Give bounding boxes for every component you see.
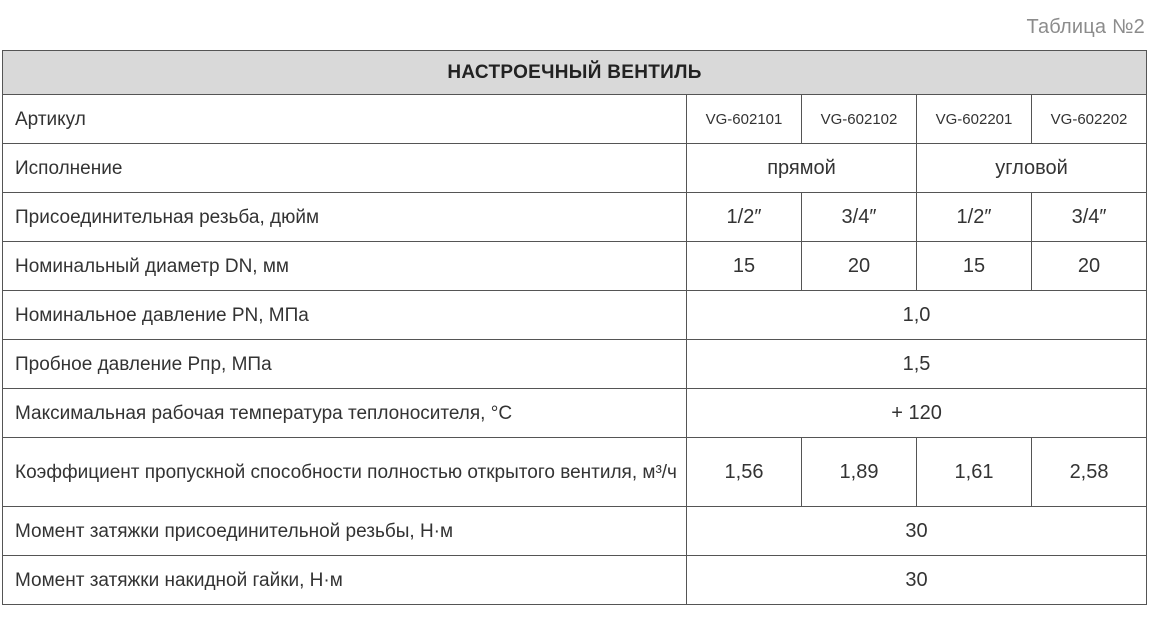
table-row-max-temp <box>3 389 1147 438</box>
diameter-cell: 20 <box>802 242 917 291</box>
thread-cell: 1/2″ <box>687 193 802 242</box>
row-label-test-pressure: Пробное давление Рпр, МПа <box>3 340 687 389</box>
table-row-diameter <box>3 242 1147 291</box>
table-row-flow-coeff <box>3 438 1147 507</box>
article-cell: VG-602202 <box>1032 95 1147 144</box>
row-label-nominal-pressure: Номинальное давление PN, МПа <box>3 291 687 340</box>
row-label-diameter: Номинальный диаметр DN, мм <box>3 242 687 291</box>
table-title-row <box>3 51 1147 95</box>
nut-torque-cell: 30 <box>687 556 1147 605</box>
thread-torque-cell: 30 <box>687 507 1147 556</box>
table-row-thread-torque <box>3 507 1147 556</box>
flow-coeff-cell: 2,58 <box>1032 438 1147 507</box>
flow-coeff-cell: 1,56 <box>687 438 802 507</box>
flow-coeff-cell: 1,89 <box>802 438 917 507</box>
row-label-article: Артикул <box>3 95 687 144</box>
table-row-nominal-pressure <box>3 291 1147 340</box>
row-label-max-temp: Максимальная рабочая температура теплоносителя, °С <box>3 389 687 438</box>
table-row-thread <box>3 193 1147 242</box>
table-row-execution <box>3 144 1147 193</box>
test-pressure-cell: 1,5 <box>687 340 1147 389</box>
execution-straight-cell: прямой <box>687 144 917 193</box>
row-label-execution: Исполнение <box>3 144 687 193</box>
table-row-article <box>3 95 1147 144</box>
nominal-pressure-cell: 1,0 <box>687 291 1147 340</box>
article-cell: VG-602201 <box>917 95 1032 144</box>
article-cell: VG-602102 <box>802 95 917 144</box>
table-row-test-pressure <box>3 340 1147 389</box>
flow-coeff-cell: 1,61 <box>917 438 1032 507</box>
thread-cell: 1/2″ <box>917 193 1032 242</box>
table-row-nut-torque <box>3 556 1147 605</box>
execution-angled-cell: угловой <box>917 144 1147 193</box>
max-temp-cell: + 120 <box>687 389 1147 438</box>
diameter-cell: 20 <box>1032 242 1147 291</box>
row-label-thread: Присоединительная резьба, дюйм <box>3 193 687 242</box>
row-label-nut-torque: Момент затяжки накидной гайки, Н·м <box>3 556 687 605</box>
thread-cell: 3/4″ <box>1032 193 1147 242</box>
thread-cell: 3/4″ <box>802 193 917 242</box>
table-title: НАСТРОЕЧНЫЙ ВЕНТИЛЬ <box>3 51 1147 95</box>
diameter-cell: 15 <box>687 242 802 291</box>
article-cell: VG-602101 <box>687 95 802 144</box>
spec-table <box>2 50 1147 605</box>
diameter-cell: 15 <box>917 242 1032 291</box>
row-label-thread-torque: Момент затяжки присоединительной резьбы, Н·м <box>3 507 687 556</box>
table-number: Таблица №2 <box>1026 16 1145 38</box>
row-label-flow-coeff: Коэффициент пропускной способности полностью открытого вентиля, м³/ч <box>3 438 687 507</box>
